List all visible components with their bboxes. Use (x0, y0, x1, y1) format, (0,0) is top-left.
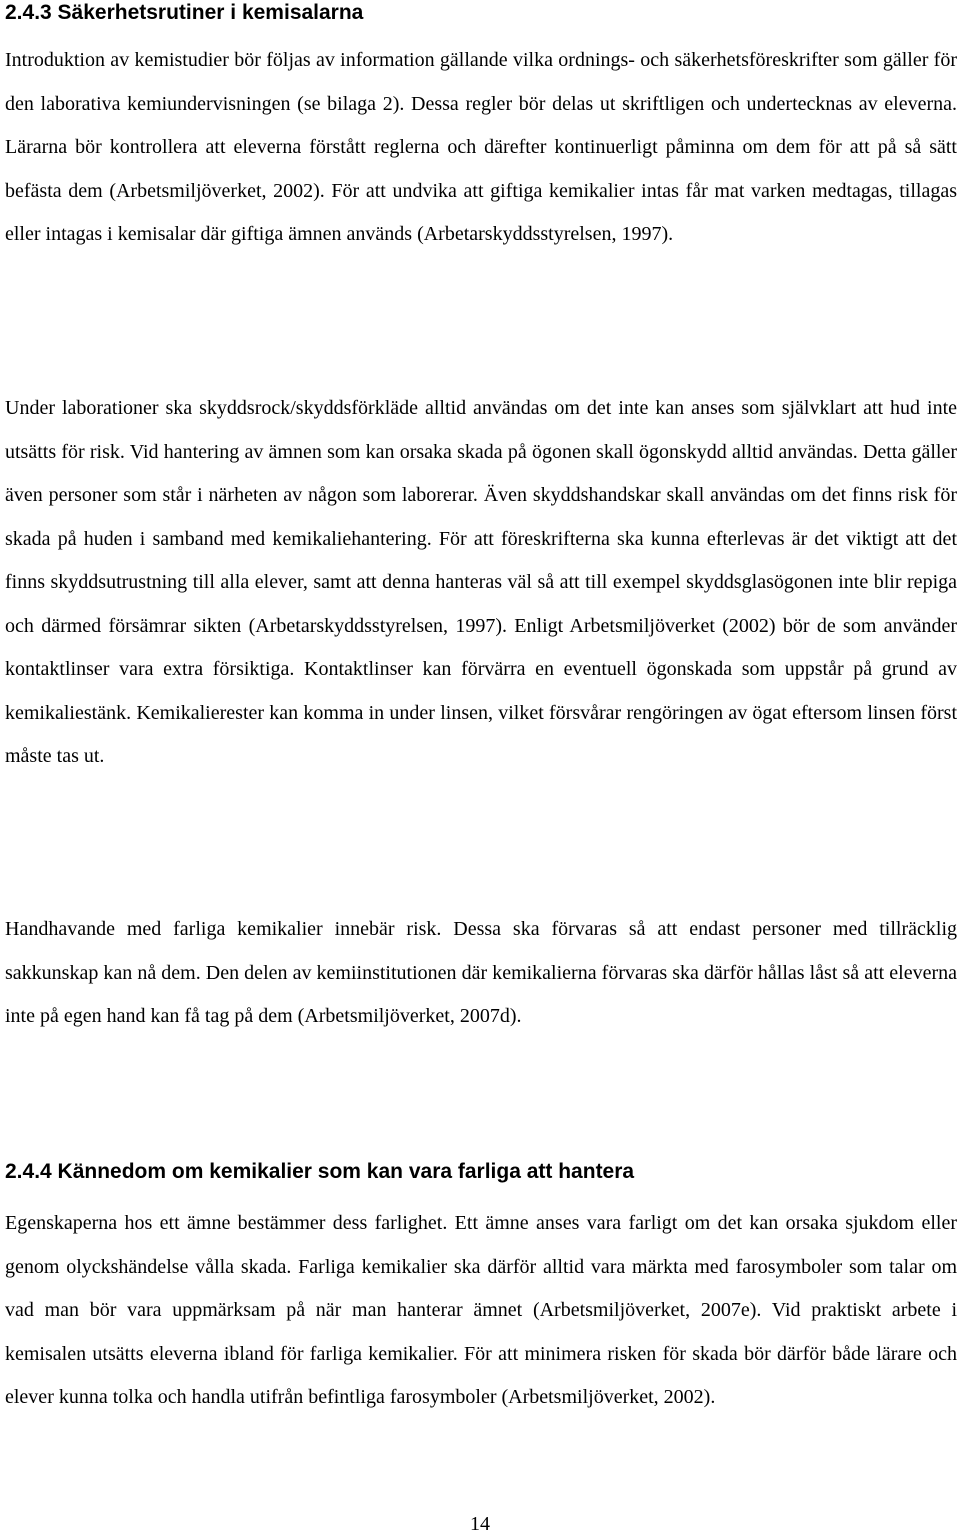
paragraph: Introduktion av kemistudier bör följas av information gällande vilka ordnings- och säkerhetsföreskrifter som gäller för den laborativa kemiundervisningen (se bilaga 2). Dessa regler bör delas ut skriftligen och undertecknas av eleverna. Lärarna bör kontrollera att eleverna förstått reglerna och därefter kontinuerligt påminna om dem för att på så sätt befästa dem (Arbetsmiljöverket, 2002). För att undvika att giftiga kemikalier intas får mat varken medtagas, tillagas eller intagas i kemisalar där giftiga ämnen används (Arbetarskyddsstyrelsen, 1997). (5, 49, 957, 245)
paragraph: Handhavande med farliga kemikalier innebär risk. Dessa ska förvaras så att endast personer med tillräcklig sakkunskap kan nå dem. Den delen av kemiinstitutionen där kemikalierna förvaras ska därför hållas låst så att eleverna inte på egen hand kan få tag på dem (Arbetsmiljöverket, 2007d). (5, 918, 957, 1027)
section-heading: 2.4.3 Säkerhetsrutiner i kemisalarna (5, 1, 364, 24)
page-number: 14 (470, 1513, 490, 1535)
paragraph: Egenskaperna hos ett ämne bestämmer dess farlighet. Ett ämne anses vara farligt om det kan orsaka sjukdom eller genom olyckshändelse vålla skada. Farliga kemikalier ska därför alltid vara märkta med farosymboler som talar om vad man bör vara uppmärksam på när man hanterar ämnet (Arbetsmiljöverket, 2007e). Vid praktiskt arbete i kemisalen utsätts eleverna ibland för farliga kemikalier. För att minimera risken för skada bör därför både lärare och elever kunna tolka och handla utifrån befintliga farosymboler (Arbetsmiljöverket, 2002). (5, 1212, 957, 1408)
paragraph: Under laborationer ska skyddsrock/skyddsförkläde alltid användas om det inte kan anses som självklart att hud inte utsätts för risk. Vid hantering av ämnen som kan orsaka skada på ögonen skall ögonskydd alltid användas. Detta gäller även personer som står i närheten av någon som laborerar. Även skyddshandskar skall användas om det finns risk för skada på huden i samband med kemikaliehantering. För att föreskrifterna ska kunna efterlevas är det viktigt att det finns skyddsutrustning till alla elever, samt att denna hanteras väl så att till exempel skyddsglasögonen inte blir repiga och därmed försämrar sikten (Arbetarskyddsstyrelsen, 1997). Enligt Arbetsmiljöverket (2002) bör de som använder kontaktlinser vara extra försiktiga. Kontaktlinser kan förvärra en eventuell ögonskada som uppstår på grund av kemikaliestänk. Kemikalierester kan komma in under linsen, vilket försvårar rengöringen av ögat eftersom linsen först måste tas ut. (5, 397, 957, 767)
section-heading: 2.4.4 Kännedom om kemikalier som kan vara farliga att hantera (5, 1160, 635, 1183)
